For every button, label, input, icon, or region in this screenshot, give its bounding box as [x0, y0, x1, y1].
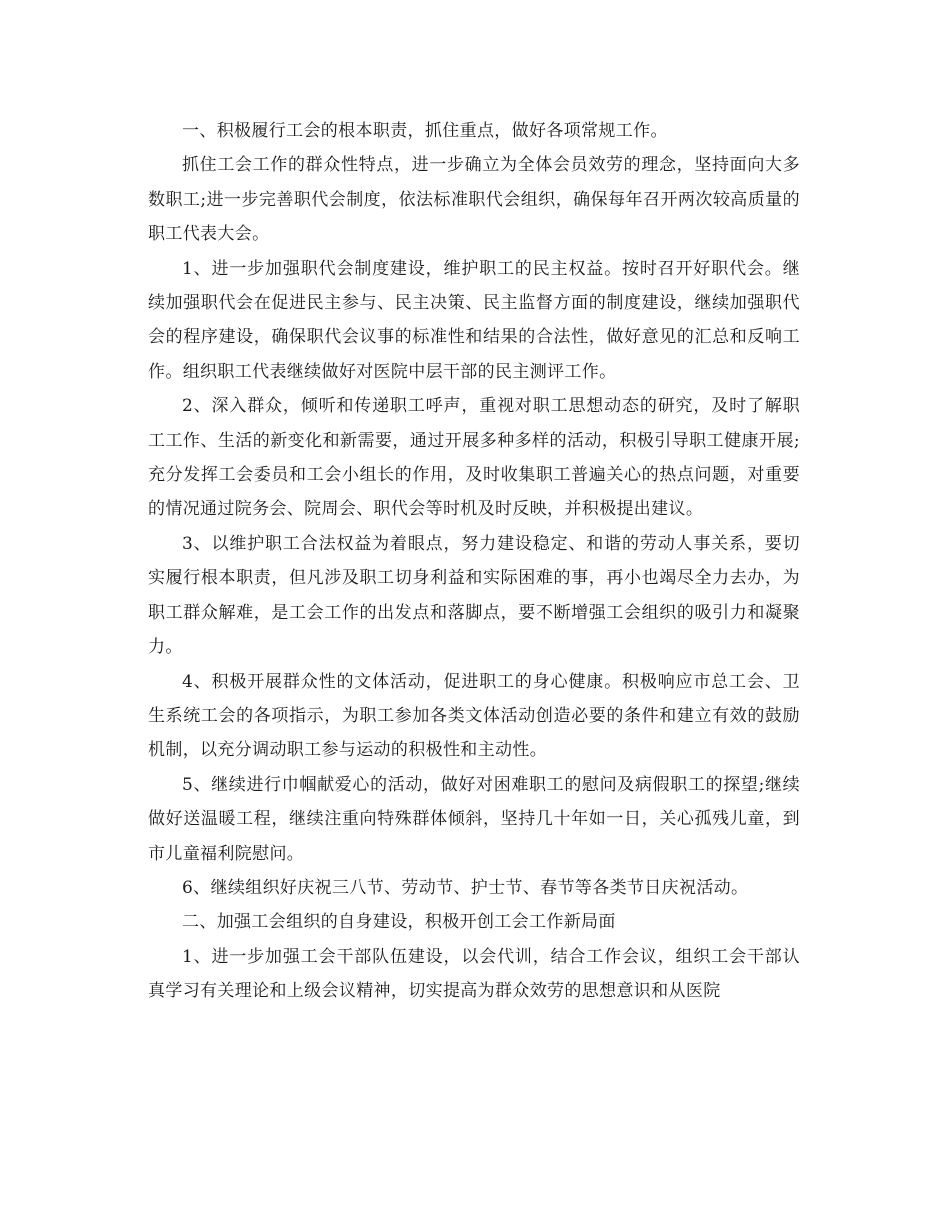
section-heading-1: 一、积极履行工会的根本职责，抓住重点，做好各项常规工作。: [182, 121, 668, 141]
paragraph: 2、深入群众，倾听和传递职工呼声，重视对职工思想动态的研究，及时了解职工工作、生活的新变化和新需要，通过开展多种多样的活动，积极引导职工健康开展;充分发挥工会委员和工会小组长的作用，及时收集职工普遍关心的热点问题，对重要的情况通过院务会、院周会、职代会等时机及时反映，并积极提出建议。: [148, 396, 800, 520]
paragraph: 抓住工会工作的群众性特点，进一步确立为全体会员效劳的理念，坚持面向大多数职工;进一步完善职代会制度，依法标准职代会组织，确保每年召开两次较高质量的职工代表大会。: [148, 155, 800, 245]
paragraph: 5、继续进行巾帼献爱心的活动，做好对困难职工的慰问及病假职工的探望;继续做好送温暖工程，继续注重向特殊群体倾斜，坚持几十年如一日，关心孤残儿童，到市儿童福利院慰问。: [148, 774, 800, 864]
paragraph: 1、进一步加强工会干部队伍建设，以会代训，结合工作会议，组织工会干部认真学习有关理论和上级会议精神，切实提高为群众效劳的思想意识和从医院: [148, 946, 800, 1002]
section-heading-2: 二、加强工会组织的自身建设，积极开创工会工作新局面: [182, 912, 616, 933]
document-page: [148, 114, 800, 1009]
paragraph: 3、以维护职工合法权益为着眼点，努力建设稳定、和谐的劳动人事关系，要切实履行根本职责，但凡涉及职工切身利益和实际困难的事，再小也竭尽全力去办，为职工群众解难，是工会工作的出发点和落脚点，要不断增强工会组织的吸引力和凝聚力。: [148, 533, 800, 658]
paragraph: 4、积极开展群众性的文体活动，促进职工的身心健康。积极响应市总工会、卫生系统工会的各项指示，为职工参加各类文体活动创造必要的条件和建立有效的鼓励机制，以充分调动职工参与运动的积极性和主动性。: [148, 671, 800, 761]
paragraph: 6、继续组织好庆祝三八节、劳动节、护士节、春节等各类节日庆祝活动。: [182, 877, 749, 898]
paragraph: 1、进一步加强职代会制度建设，维护职工的民主权益。按时召开好职代会。继续加强职代会在促进民主参与、民主决策、民主监督方面的制度建设，继续加强职代会的程序建设，确保职代会议事的标准性和结果的合法性，做好意见的汇总和反响工作。组织职工代表继续做好对医院中层干部的民主测评工作。: [148, 258, 800, 382]
